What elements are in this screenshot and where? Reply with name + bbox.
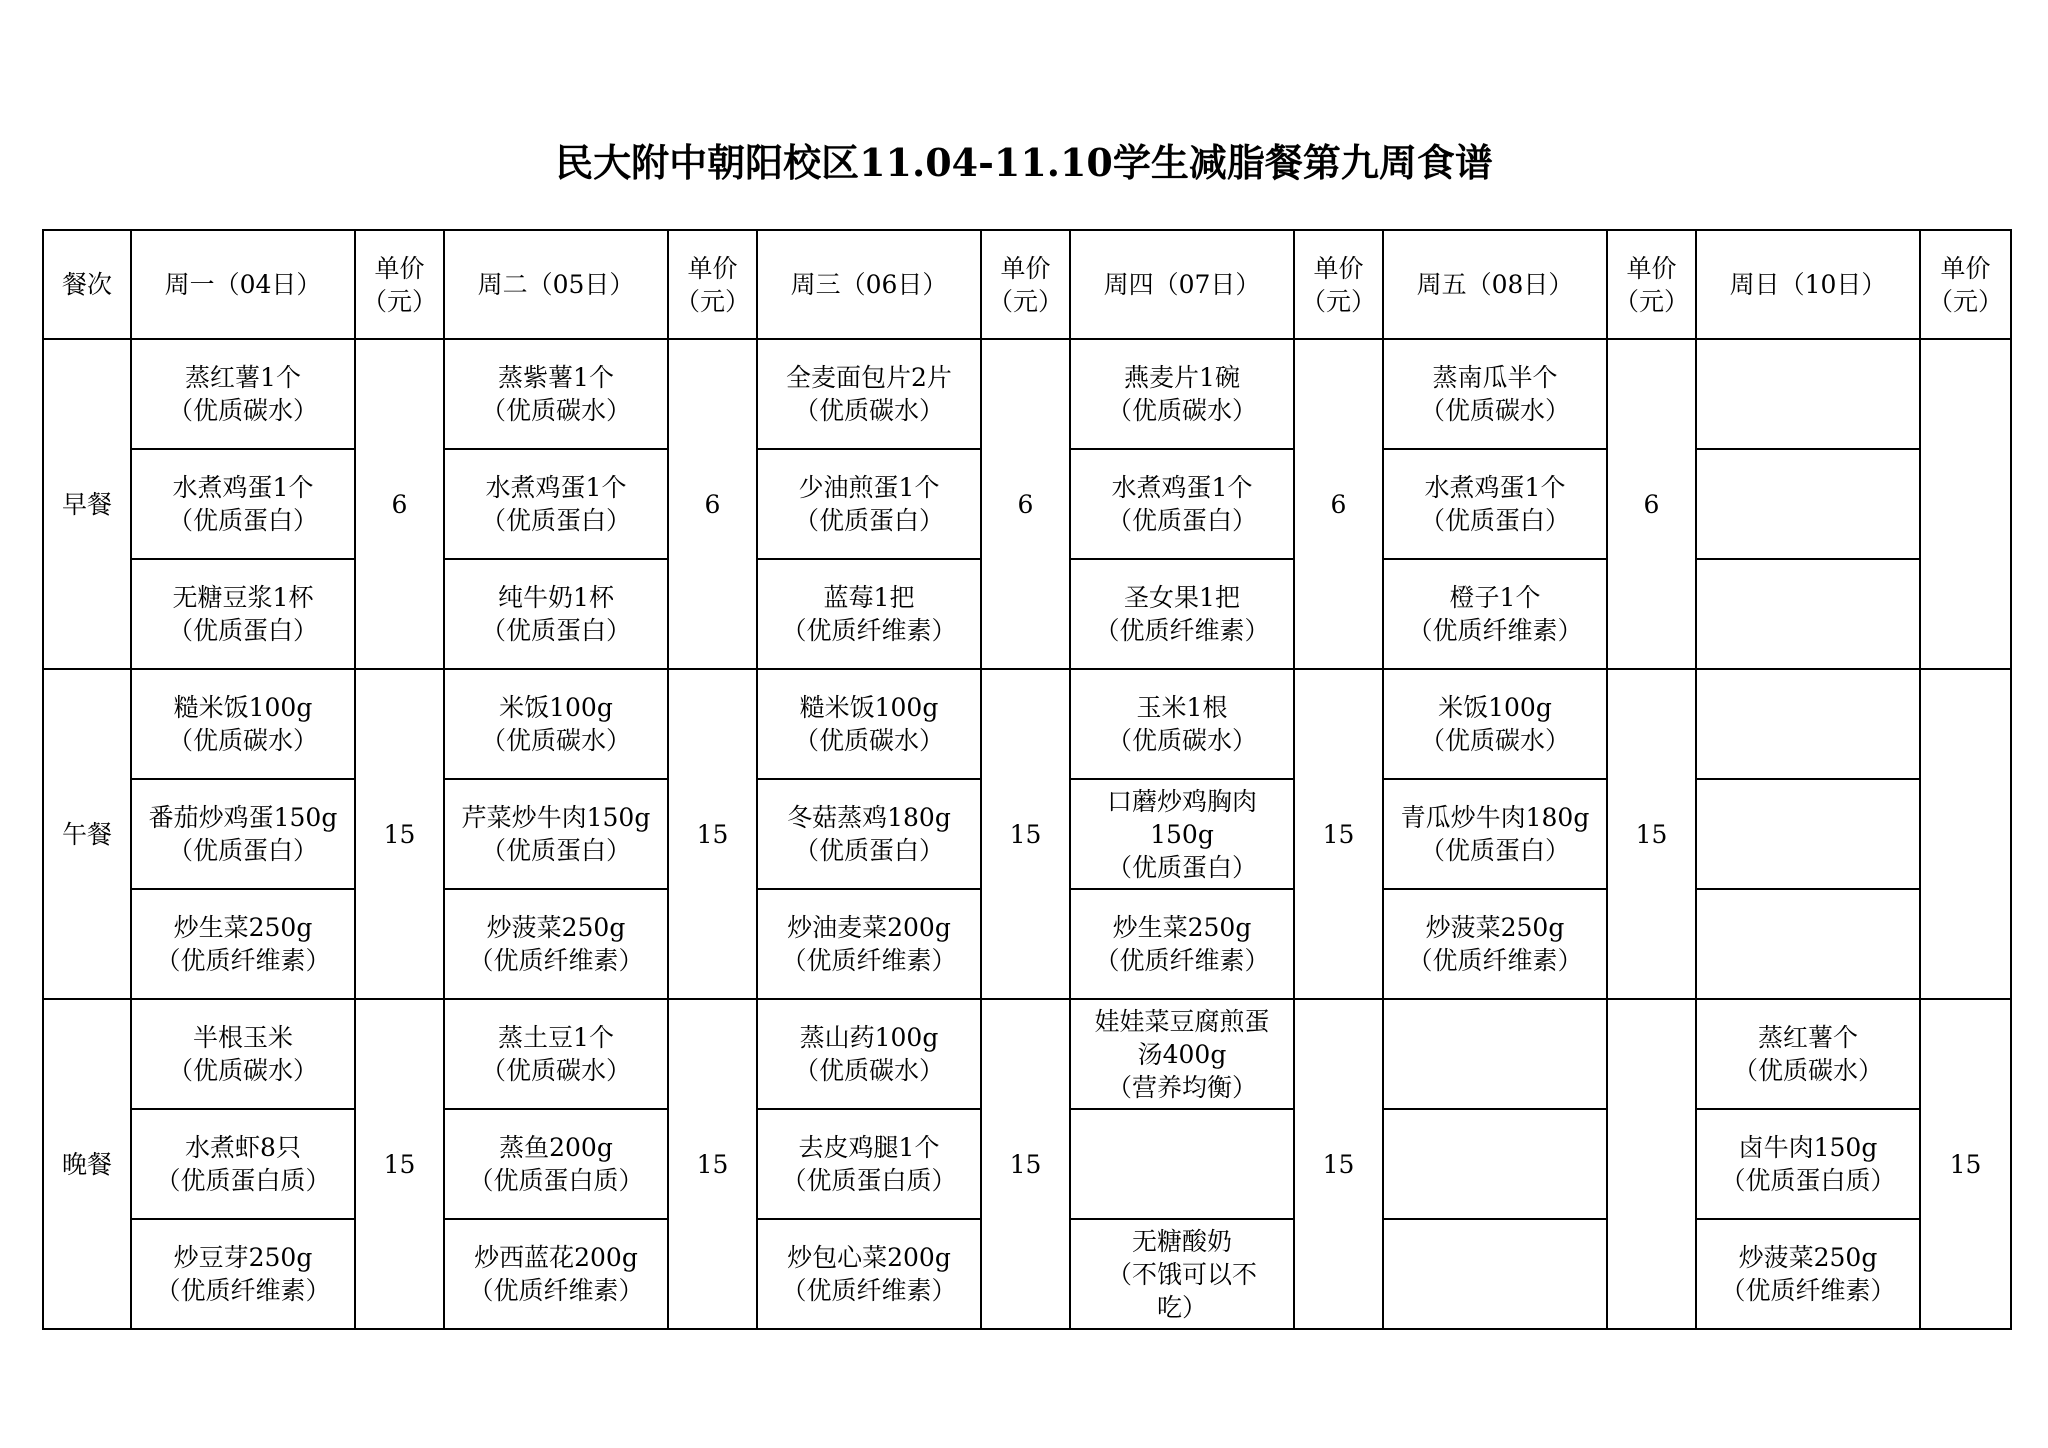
dish-cell <box>444 779 668 889</box>
dish-line1: 半根玉米 <box>192 1023 293 1052</box>
dish-cell <box>444 1219 668 1329</box>
meal-name-cell: 午餐 <box>43 669 131 999</box>
price-cell: 15 <box>981 999 1070 1329</box>
price-cell: 15 <box>668 669 757 999</box>
dish-line1: 炒菠菜250g <box>1738 1243 1878 1272</box>
dish-line1: 芹菜炒牛肉150g <box>461 803 651 832</box>
dish-line2: （优质蛋白） <box>167 616 318 645</box>
dish-line2: （优质纤维素） <box>1094 616 1270 645</box>
dish-cell <box>1383 999 1607 1109</box>
dish-cell <box>757 779 981 889</box>
dish-cell <box>1070 1109 1294 1219</box>
dish-cell <box>1696 999 1920 1109</box>
day-header: 周五（08日） <box>1383 230 1607 339</box>
price-header-top: 单价 <box>374 253 425 283</box>
dish-line1: 青瓜炒牛肉180g <box>1400 803 1590 832</box>
price-header-top: 单价 <box>1313 253 1364 283</box>
dish-cell <box>757 999 981 1109</box>
dish-cell <box>1383 779 1607 889</box>
dish-cell <box>1696 779 1920 889</box>
price-header-bottom: （元） <box>1927 286 2003 316</box>
dish-cell <box>131 889 355 999</box>
dish-cell <box>1383 1109 1607 1219</box>
header-row <box>43 230 2011 339</box>
dish-line2: （优质蛋白） <box>793 836 944 865</box>
dish-line2: 150g <box>1150 819 1214 849</box>
dish-line2: （优质蛋白质） <box>468 1166 644 1195</box>
dish-cell <box>1383 339 1607 449</box>
dish-line2: （优质蛋白） <box>167 836 318 865</box>
dish-cell <box>1696 1109 1920 1219</box>
dish-cell <box>1383 559 1607 669</box>
dish-line1: 蓝莓1把 <box>823 583 915 612</box>
price-cell <box>1607 999 1696 1329</box>
dish-cell <box>757 339 981 449</box>
dish-cell <box>1696 339 1920 449</box>
price-cell: 15 <box>981 669 1070 999</box>
dish-line1: 水煮虾8只 <box>185 1133 301 1162</box>
dish-line2: （优质纤维素） <box>1094 946 1270 975</box>
dish-line1: 水煮鸡蛋1个 <box>1111 473 1253 502</box>
dish-line3: （营养均衡） <box>1106 1072 1257 1102</box>
dish-cell <box>1070 1219 1294 1329</box>
dish-line2: （不饿可以不 <box>1106 1259 1257 1289</box>
dish-line2: （优质蛋白） <box>1106 506 1257 535</box>
dish-cell <box>1696 1219 1920 1329</box>
dish-cell <box>1696 889 1920 999</box>
dish-line1: 炒生菜250g <box>173 913 313 942</box>
dish-cell <box>131 669 355 779</box>
dish-cell <box>444 559 668 669</box>
price-cell: 6 <box>981 339 1070 669</box>
dish-cell <box>1383 449 1607 559</box>
meal-column-header: 餐次 <box>43 230 131 339</box>
dish-line2: （优质纤维素） <box>155 1276 331 1305</box>
dish-cell <box>1070 669 1294 779</box>
price-header <box>981 230 1070 339</box>
dish-line2: （优质蛋白） <box>793 506 944 535</box>
dish-line1: 冬菇蒸鸡180g <box>787 803 951 832</box>
dish-line2: （优质纤维素） <box>468 946 644 975</box>
dish-cell <box>757 559 981 669</box>
dish-line2: （优质碳水） <box>167 1056 318 1085</box>
dish-line2: （优质蛋白质） <box>1720 1166 1896 1195</box>
dish-line1: 蒸紫薯1个 <box>498 363 614 392</box>
price-cell: 15 <box>668 999 757 1329</box>
dish-cell <box>1383 1219 1607 1329</box>
dish-cell <box>444 339 668 449</box>
dish-line1: 蒸红薯1个 <box>185 363 301 392</box>
dish-line2: （优质碳水） <box>167 396 318 425</box>
price-cell: 15 <box>1607 669 1696 999</box>
price-header-top: 单价 <box>1000 253 1051 283</box>
day-header: 周日（10日） <box>1696 230 1920 339</box>
price-header-bottom: （元） <box>1613 286 1689 316</box>
day-header: 周三（06日） <box>757 230 981 339</box>
dish-line2: （优质纤维素） <box>468 1276 644 1305</box>
dish-line2: （优质碳水） <box>480 396 631 425</box>
price-cell: 15 <box>355 669 444 999</box>
dish-line1: 糙米饭100g <box>173 693 313 722</box>
page-title: 民大附中朝阳校区11.04-11.10学生减脂餐第九周食谱 <box>555 140 1493 185</box>
dish-line1: 全麦面包片2片 <box>786 363 952 392</box>
dish-line2: （优质纤维素） <box>781 946 957 975</box>
dish-line1: 玉米1根 <box>1136 693 1228 722</box>
dish-cell <box>131 339 355 449</box>
dish-line2: （优质蛋白质） <box>781 1166 957 1195</box>
dish-line2: （优质碳水） <box>1419 396 1570 425</box>
dish-line2: （优质纤维素） <box>781 616 957 645</box>
dish-cell <box>444 999 668 1109</box>
dish-cell <box>131 999 355 1109</box>
dish-line2: （优质碳水） <box>1732 1056 1883 1085</box>
price-cell <box>1920 339 2011 669</box>
day-header: 周二（05日） <box>444 230 668 339</box>
price-header <box>1607 230 1696 339</box>
dish-line1: 糙米饭100g <box>799 693 939 722</box>
dish-line1: 卤牛肉150g <box>1738 1133 1878 1162</box>
dish-line1: 炒菠菜250g <box>486 913 626 942</box>
meal-name-cell: 晚餐 <box>43 999 131 1329</box>
dish-cell <box>131 559 355 669</box>
dish-cell <box>131 449 355 559</box>
dish-line1: 橙子1个 <box>1449 583 1541 612</box>
dish-line1: 蒸鱼200g <box>499 1133 613 1162</box>
dish-cell <box>444 449 668 559</box>
dish-cell <box>1070 339 1294 449</box>
dish-line1: 蒸土豆1个 <box>498 1023 614 1052</box>
dish-cell <box>757 889 981 999</box>
dish-line2: （优质纤维素） <box>155 946 331 975</box>
dish-line2: （优质蛋白） <box>480 836 631 865</box>
dish-line1: 蒸山药100g <box>799 1023 939 1052</box>
dish-line1: 娃娃菜豆腐煎蛋 <box>1094 1006 1270 1036</box>
dish-line2: （优质蛋白） <box>480 616 631 645</box>
dish-cell <box>1383 669 1607 779</box>
dish-cell <box>1696 669 1920 779</box>
dish-line1: 蒸红薯个 <box>1757 1023 1858 1052</box>
dish-line2: （优质碳水） <box>1106 726 1257 755</box>
dish-line1: 水煮鸡蛋1个 <box>172 473 314 502</box>
dish-cell <box>1070 889 1294 999</box>
dish-cell <box>1070 779 1294 889</box>
dish-line1: 番茄炒鸡蛋150g <box>148 803 338 832</box>
price-header-top: 单价 <box>687 253 738 283</box>
dish-line2: （优质碳水） <box>1106 396 1257 425</box>
dish-cell <box>757 1219 981 1329</box>
dish-line1: 水煮鸡蛋1个 <box>485 473 627 502</box>
dish-line2: （优质蛋白） <box>1419 836 1570 865</box>
dish-cell <box>757 669 981 779</box>
price-header <box>1920 230 2011 339</box>
dish-cell <box>444 669 668 779</box>
dish-line3: 吃） <box>1156 1292 1207 1322</box>
dish-line1: 无糖酸奶 <box>1131 1226 1232 1256</box>
price-header-bottom: （元） <box>674 286 750 316</box>
dish-cell <box>1696 559 1920 669</box>
dish-line2: （优质蛋白） <box>1419 506 1570 535</box>
dish-line2: （优质碳水） <box>480 1056 631 1085</box>
dish-line1: 炒菠菜250g <box>1425 913 1565 942</box>
dish-cell <box>131 1219 355 1329</box>
dish-cell <box>1070 559 1294 669</box>
price-header-top: 单价 <box>1626 253 1677 283</box>
dish-line1: 口蘑炒鸡胸肉 <box>1106 786 1257 816</box>
dish-line1: 米饭100g <box>499 693 613 722</box>
dish-line1: 水煮鸡蛋1个 <box>1424 473 1566 502</box>
dish-line2: （优质碳水） <box>793 1056 944 1085</box>
dish-line1: 炒西蓝花200g <box>474 1243 638 1272</box>
price-header <box>1294 230 1383 339</box>
meal-name-cell: 早餐 <box>43 339 131 669</box>
dish-line1: 炒生菜250g <box>1112 913 1252 942</box>
dish-cell <box>1070 999 1294 1109</box>
price-cell: 6 <box>1294 339 1383 669</box>
dish-cell <box>131 779 355 889</box>
dish-cell <box>757 1109 981 1219</box>
dish-line1: 炒豆芽250g <box>173 1243 313 1272</box>
dish-line2: （优质碳水） <box>793 396 944 425</box>
price-header-bottom: （元） <box>361 286 437 316</box>
dish-line3: （优质蛋白） <box>1106 852 1257 882</box>
dish-line2: （优质蛋白质） <box>155 1166 331 1195</box>
dish-cell <box>444 889 668 999</box>
dish-line1: 米饭100g <box>1438 693 1552 722</box>
dish-line2: 汤400g <box>1137 1039 1227 1069</box>
dish-line1: 少油煎蛋1个 <box>798 473 940 502</box>
price-header-top: 单价 <box>1940 253 1991 283</box>
table-row <box>43 999 2011 1109</box>
dish-cell <box>131 1109 355 1219</box>
dish-line1: 炒油麦菜200g <box>787 913 951 942</box>
price-header <box>668 230 757 339</box>
dish-line2: （优质碳水） <box>167 726 318 755</box>
table-row <box>43 339 2011 449</box>
dish-line2: （优质纤维素） <box>1720 1276 1896 1305</box>
dish-line2: （优质碳水） <box>480 726 631 755</box>
dish-line1: 去皮鸡腿1个 <box>798 1133 940 1162</box>
dish-line2: （优质纤维素） <box>1407 946 1583 975</box>
dish-line1: 圣女果1把 <box>1124 583 1240 612</box>
dish-cell <box>757 449 981 559</box>
dish-line2: （优质纤维素） <box>1407 616 1583 645</box>
menu-table <box>42 229 2012 1330</box>
dish-line2: （优质碳水） <box>793 726 944 755</box>
price-header-bottom: （元） <box>1300 286 1376 316</box>
dish-line2: （优质蛋白） <box>480 506 631 535</box>
dish-line1: 纯牛奶1杯 <box>498 583 614 612</box>
dish-line1: 无糖豆浆1杯 <box>172 583 314 612</box>
dish-cell <box>1383 889 1607 999</box>
price-cell: 15 <box>1294 669 1383 999</box>
price-cell: 6 <box>355 339 444 669</box>
dish-line1: 炒包心菜200g <box>787 1243 951 1272</box>
price-cell: 15 <box>355 999 444 1329</box>
dish-line1: 蒸南瓜半个 <box>1432 363 1558 392</box>
dish-cell <box>444 1109 668 1219</box>
dish-line1: 燕麦片1碗 <box>1124 363 1240 392</box>
price-cell: 15 <box>1294 999 1383 1329</box>
day-header: 周四（07日） <box>1070 230 1294 339</box>
price-header-bottom: （元） <box>987 286 1063 316</box>
dish-line2: （优质蛋白） <box>167 506 318 535</box>
price-cell: 6 <box>1607 339 1696 669</box>
dish-cell <box>1696 449 1920 559</box>
day-header: 周一（04日） <box>131 230 355 339</box>
price-cell <box>1920 669 2011 999</box>
dish-cell <box>1070 449 1294 559</box>
price-header <box>355 230 444 339</box>
dish-line2: （优质纤维素） <box>781 1276 957 1305</box>
dish-line2: （优质碳水） <box>1419 726 1570 755</box>
table-row <box>43 669 2011 779</box>
price-cell: 15 <box>1920 999 2011 1329</box>
price-cell: 6 <box>668 339 757 669</box>
